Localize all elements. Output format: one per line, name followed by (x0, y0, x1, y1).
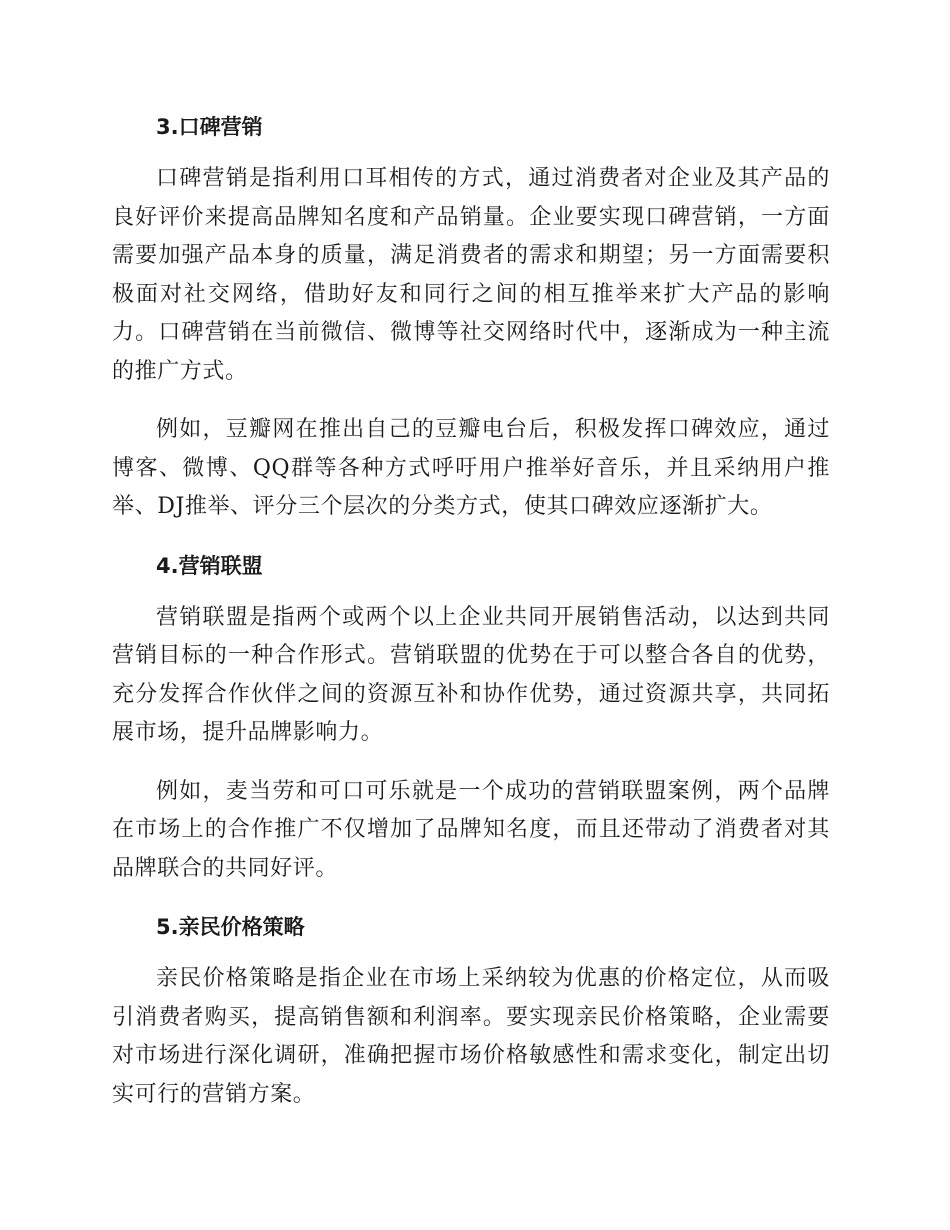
section-heading-affordable-pricing: 5.亲民价格策略 (156, 915, 305, 939)
paragraph-affordable-pricing-definition: 亲民价格策略是指企业在市场上采纳较为优惠的价格定位，从而吸引消费者购买，提高销售额和利润率。要实现亲民价格策略，企业需要对市场进行深化调研，准确把握市场价格敏感性和需求变化，制定出切实可行的营销方案。 (112, 966, 830, 1107)
paragraph-marketing-alliance-definition: 营销联盟是指两个或两个以上企业共同开展销售活动，以达到共同营销目标的一种合作形式。营销联盟的优势在于可以整合各自的优势，充分发挥合作伙伴之间的资源互补和协作优势，通过资源共享，共同拓展市场，提升品牌影响力。 (112, 604, 830, 745)
paragraph-marketing-alliance-example: 例如，麦当劳和可口可乐就是一个成功的营销联盟案例，两个品牌在市场上的合作推广不仅增加了品牌知名度，而且还带动了消费者对其品牌联合的共同好评。 (112, 778, 830, 881)
paragraph-word-of-mouth-example: 例如，豆瓣网在推出自己的豆瓣电台后，积极发挥口碑效应，通过博客、微博、QQ群等各种方式呼吁用户推举好音乐，并且采纳用户推举、DJ推举、评分三个层次的分类方式，使其口碑效应逐渐扩大。 (112, 417, 830, 519)
section-heading-word-of-mouth: 3.口碑营销 (156, 115, 263, 139)
section-heading-marketing-alliance: 4.营销联盟 (156, 553, 263, 578)
paragraph-word-of-mouth-definition: 口碑营销是指利用口耳相传的方式，通过消费者对企业及其产品的良好评价来提高品牌知名度和产品销量。企业要实现口碑营销，一方面需要加强产品本身的质量，满足消费者的需求和期望；另一方面需要积极面对社交网络，借助好友和同行之间的相互推举来扩大产品的影响力。口碑营销在当前微信、微博等社交网络时代中，逐渐成为一种主流的推广方式。 (112, 166, 830, 384)
document-body (112, 108, 830, 1134)
